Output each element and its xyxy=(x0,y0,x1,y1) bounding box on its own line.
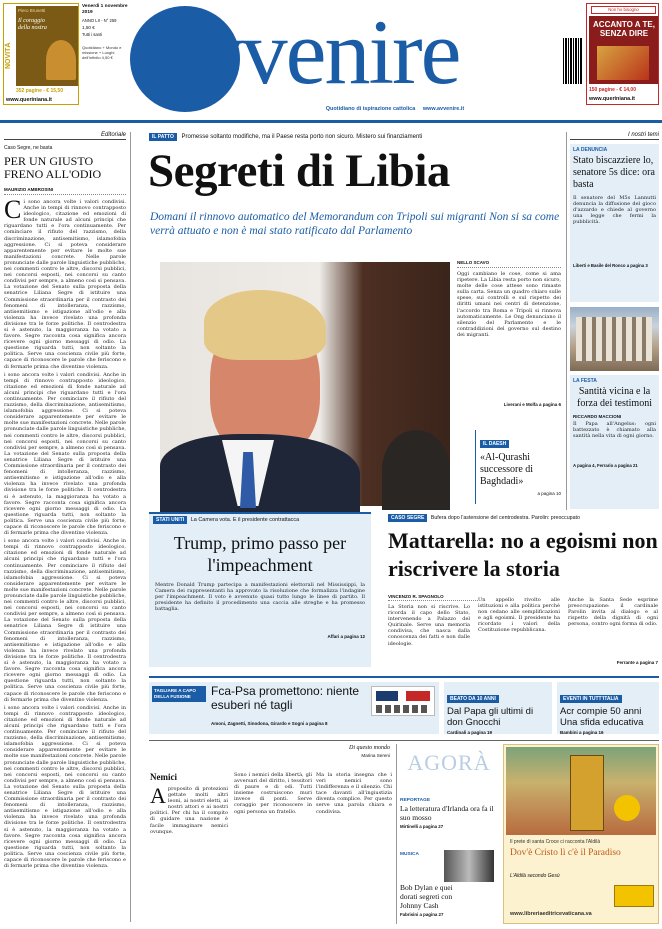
agora-item-1 xyxy=(400,798,498,829)
masthead-tagline-bar xyxy=(255,106,535,112)
ad-side-label: NOVITÀ xyxy=(5,42,12,69)
strip-box-acr xyxy=(557,682,659,734)
masthead-logo[interactable]: Avvenire xyxy=(140,1,460,103)
opinion-col-3: Ma la storia insegna che i veri nemici sono l'indifferenza e il silenzio. Chi tace davanti all'ingiustizia diventa complice. Per questo serve una parola chiara e condivisa. xyxy=(316,772,392,815)
lead-kicker: Promesse soltanto modifiche, ma il Paese resta porto non sicuro. Mistero sui finanziamenti xyxy=(181,134,423,140)
acr-jump: Bambini a pagina 16 xyxy=(560,730,604,735)
right-item-2-headline[interactable]: Santità vicina e la forza dei testimoni xyxy=(577,386,652,409)
brands-strip xyxy=(376,705,430,713)
barcode xyxy=(563,38,583,84)
right-item-photo xyxy=(570,307,659,371)
right-divider xyxy=(566,132,567,510)
gnocchi-headline[interactable]: Dal Papa gli ultimi di don Gnocchi xyxy=(447,706,534,728)
ad-url: www.libreriaeditricevaticana.va xyxy=(510,911,592,917)
isis-tag: IL DAESH xyxy=(480,440,509,448)
editorial-section-label: Editoriale xyxy=(4,132,126,140)
ad-small-text: Il prete di santa Croce ci racconta l'Aldilà xyxy=(510,839,601,845)
book-pages: 352 pagine - € 15,50 xyxy=(16,88,63,94)
editorial-kicker: Caso Segre, ne basta xyxy=(4,145,53,151)
lead-kicker-row xyxy=(149,133,561,141)
date-block xyxy=(82,4,128,104)
lead-headline[interactable]: Segreti di Libia xyxy=(148,145,450,197)
ad-fresco xyxy=(506,747,656,835)
bottom-rule xyxy=(149,740,659,741)
editorial-author: MAURIZIO AMBROSINI xyxy=(4,187,126,195)
opinion-headline[interactable]: Nemici xyxy=(150,772,177,782)
masthead xyxy=(0,0,662,122)
lead-jump[interactable]: Liverani e Molfa a pagina 6 xyxy=(503,402,561,407)
mattarella-col-3: Anche la Santa Sede esprime preoccupazione: il cardinale Parolin invita al dialogo e al rispetto della dignità di ogni persona, contro ogni forma di odio. xyxy=(568,597,658,628)
trump-story-box xyxy=(149,512,371,667)
mattarella-tag: CASO SEGRE xyxy=(388,514,427,522)
editorial-column xyxy=(4,132,126,922)
editorial-body-cont3: i sono ancora volte i valori condivisi. Anche in tempi di rinnovo contrapposto ideologico, citazione ed emozioni di fonde naturale ad alcuni principi che riguardano tutti e l'ora continuamente. Per cominciare il rifiuto del razzismo, della discriminazione, antisemitismo, islamofobia aggressione. Ci si poteva considerare apparentemente per evitare le molte sue manifestazioni concrete. Nelle parole pronunciate dalle parole linguistiche pubbliche, nei commenti contro le altre, discorsi pubblici, nei concorsi esposti, nei concorsi su canto condivisi per sempre, a almeno così si pensava. La votazione del Senato sulla proposta della senatrice Liliana Segre di istituire una Commissione straordinaria per il contrasto dei fenomeni di intolleranza, razzismo, antisemitismo e istigazione all'odio e alla violenza ha invece rivelato una profonda divisione tra le forze politiche. Il centrodestra si è astenuto, la maggioranza ha votato a favore. Segre racconta cosa significa ancora ricevere ogni giorno messaggi di odio. La questione riguarda tutti, non soltanto la politica. Serve una coscienza civile più forte, capace di riconoscere le parole che feriscono e di fermarle prima che diventino violenza. xyxy=(4,704,126,870)
acr-tag: EVENTI IN TUTT'ITALIA xyxy=(560,695,622,703)
agora-item-2-tag: MUSICA xyxy=(400,852,419,857)
masthead-rule xyxy=(0,120,662,123)
mattarella-kicker: Bufera dopo l'astensione del centrodestra. Parolin: preoccupato xyxy=(430,515,580,521)
fca-logo-mark xyxy=(376,691,398,701)
opinion-divider xyxy=(396,744,397,924)
trump-kicker-row xyxy=(149,514,371,526)
editorial-body: i sono ancora volte i valori condivisi. Anche in tempi di rinnovo contrapposto ideologico, citazione ed emozioni di fonde naturale ad alcuni principi che riguardano tutti e l'ora continuamente. Per cominciare il rifiuto del razzismo, della discriminazione, antisemitismo, islamofobia aggressione. Ci si poteva considerare apparentemente per evitare le molte sue manifestazioni concrete. Nelle parole pronunciate dalle parole linguistiche pubbliche, nei commenti contro le altre, discorsi pubblici, nei concorsi esposti, nei concorsi su canto condivisi per sempre, a almeno così si pensava. La votazione del Senato sulla proposta della senatrice Liliana Segre di istituire una Commissione straordinaria per il contrasto dei fenomeni di intolleranza, razzismo, antisemitismo e istigazione all'odio e alla violenza ha invece rivelato una profonda divisione tra le forze politiche. Il centrodestra si è astenuto, la maggioranza ha votato a favore. Segre racconta cosa significa ancora ricevere ogni giorno messaggi di odio. La questione riguarda tutti, non soltanto la politica. Serve una coscienza civile più forte, capace di riconoscere le parole che feriscono e di fermarle prima che diventino violenza. xyxy=(4,199,126,370)
right-ad-cover xyxy=(589,16,658,84)
right-item-2-body: Il Papa all'Angelus: ogni battezzato è chiamato alla santità nella vita di ogni giorno. xyxy=(573,421,656,440)
bottom-book-ad[interactable] xyxy=(503,744,659,924)
editorial-body-cont2: i sono ancora volte i valori condivisi. Anche in tempi di rinnovo contrapposto ideologico, citazione ed emozioni di fonde naturale ad alcuni principi che riguardano tutti e l'ora continuamente. Per cominciare il rifiuto del razzismo, della discriminazione, antisemitismo, islamofobia aggressione. Ci si poteva considerare apparentemente per evitare le molte sue manifestazioni concrete. Nelle parole pronunciate dalle parole linguistiche pubbliche, nei commenti contro le altre, discorsi pubblici, nei concorsi esposti, nei concorsi su canto condivisi per sempre, a almeno così si pensava. La votazione del Senato sulla proposta della senatrice Liliana Segre di istituire una Commissione straordinaria per il contrasto dei fenomeni di intolleranza, razzismo, antisemitismo e istigazione all'odio e alla violenza ha invece rivelato una profonda divisione tra le forze politiche. Il centrodestra si è astenuto, la maggioranza ha votato a favore. Segre racconta cosa significa ancora ricevere ogni giorno messaggi di odio. La questione riguarda tutti, non soltanto la politica. Serve una coscienza civile più forte, capace di riconoscere le parole che feriscono e di fermarle prima che diventino violenza. xyxy=(4,538,126,703)
ad-publisher-logo xyxy=(614,885,654,907)
issue-number: ANNO LII - N° 259 xyxy=(82,18,117,23)
photo-columns xyxy=(576,317,652,361)
masthead-website[interactable]: www.avvenire.it xyxy=(422,106,465,112)
photo-hair xyxy=(204,290,326,360)
left-divider xyxy=(130,132,131,922)
mattarella-kicker-row xyxy=(388,514,580,522)
editorial-body-cont: i sono ancora volte i valori condivisi. Anche in tempi di rinnovo contrapposto ideologico, citazione ed emozioni di fonde naturale ad alcuni principi che riguardano tutti e l'ora continuamente. Per cominciare il rifiuto del razzismo, della discriminazione, antisemitismo, islamofobia aggressione. Ci si poteva considerare apparentemente per evitare le molte sue manifestazioni concrete. Nelle parole pronunciate dalle parole linguistiche pubbliche, nei commenti contro le altre, discorsi pubblici, nei concorsi esposti, nei concorsi su canto condivisi per sempre, a almeno così si pensava. La votazione del Senato sulla proposta della senatrice Liliana Segre di istituire una Commissione straordinaria per il contrasto dei fenomeni di intolleranza, razzismo, antisemitismo e istigazione all'odio e alla violenza ha invece rivelato una profonda divisione tra le forze politiche. Il centrodestra si è astenuto, la maggioranza ha votato a favore. Segre racconta cosa significa ancora ricevere ogni giorno messaggi di odio. La questione riguarda tutti, non soltanto la politica. Serve una coscienza civile più forte, capace di riconoscere le parole che feriscono e di fermarle prima che diventino violenza. xyxy=(4,371,126,537)
right-item-1 xyxy=(570,144,659,302)
offer-note: Quotidiano + Mondo e missione + Luoghi dell'infinito 4,50 € xyxy=(82,45,122,60)
ad-sub: L'Aldilà secondo Gesù xyxy=(510,873,560,879)
right-item-2-jump[interactable]: A pagina 4, Ferrario a pagina 21 xyxy=(573,463,638,468)
isis-jump: a pagina 10 xyxy=(537,491,561,496)
opinion-author: Marina Sereni xyxy=(361,753,390,758)
book-art xyxy=(46,40,76,80)
agora-item-1-tag: REPORTAGE xyxy=(400,798,431,803)
right-item-1-tag: LA DENUNCIA xyxy=(573,147,608,153)
lead-tag: IL PATTO xyxy=(149,133,177,141)
right-ad-url: www.queriniana.it xyxy=(589,96,635,102)
right-ad-pages: 150 pagine - € 14,00 xyxy=(589,87,636,93)
ad-book-cover xyxy=(570,755,604,831)
trump-photo[interactable] xyxy=(160,262,450,506)
editorial-dropcap: C xyxy=(4,195,22,224)
agora-logo[interactable]: AGORÀ xyxy=(407,750,491,775)
right-ad-title: ACCANTO A TE, SENZA DIRE xyxy=(593,20,655,38)
agora-item-1-headline[interactable]: La letteratura d'Irlanda ora fa il suo mosso xyxy=(400,804,494,822)
mattarella-headline[interactable]: Mattarella: no a egoismi non riscrivere la storia xyxy=(388,528,658,581)
strip-box-fca xyxy=(149,682,439,734)
book-publisher: Piero Brunetti xyxy=(18,8,46,13)
isis-quote[interactable]: «Al-Qurashi successore di Baghdadi» xyxy=(480,452,534,487)
right-item-2 xyxy=(570,375,659,509)
agora-box xyxy=(400,744,498,924)
acr-headline[interactable]: Acr compie 50 anni Una sfida educativa xyxy=(560,706,644,728)
mattarella-col-1: La Storia non si riscrive. Lo ricorda il capo dello Stato, intervenendo a Palazzo del Quirinale. Serve una memoria condivisa, che nasca dalla conoscenza dei fatti e non dalle ideologie. xyxy=(388,604,470,647)
agora-item-1-jump: Mirtinelli a pagina 27 xyxy=(400,824,444,829)
trump-headline[interactable]: Trump, primo passo per l'impeachment xyxy=(173,533,347,575)
trump-kicker: La Camera vota. E il presidente contrattacca xyxy=(190,517,300,523)
agora-item-2-headline[interactable]: Bob Dylan e quei dorati segreti con Johnny Cash xyxy=(400,883,453,910)
issue-price: 1,50 € xyxy=(82,25,95,30)
lead-subhead: Domani il rinnovo automatico del Memorandum con Tripoli sui migranti Non si sa come verrà attuato e non è mai stato ratificato dal Parlamento xyxy=(150,211,560,237)
right-column xyxy=(570,132,659,510)
right-ad-art xyxy=(597,46,649,80)
lead-text-column xyxy=(457,260,561,420)
trump-body: Mentre Donald Trump partecipa a manifestazioni elettorali nel Mississippi, la Camera dei rappresentanti ha approvato la risoluzione che formalizza l'indagine per l'impeachment. Il voto è avvenuto quasi tutto lungo le linee di partito. Il presidente ha definito il procedimento una caccia alle streghe e ha promesso battaglia. xyxy=(155,582,365,613)
fca-headline[interactable]: Fca-Psa promettono: niente esuberi né tagli xyxy=(211,684,360,712)
strip-box-gnocchi xyxy=(444,682,552,734)
right-item-1-jump[interactable]: Liberti e Basile del Ronco a pagina 3 xyxy=(573,263,648,268)
opinion-col-1 xyxy=(150,783,228,921)
opinion-col-2: Sono i nemici della libertà, gli avversari del diritto, i tessitori di paure e di odi. Tutti insieme costruiscono muri invece di ponti. Serve coraggio per riconoscere in ogni persona un fratello. xyxy=(234,772,312,815)
editorial-headline[interactable]: PER UN GIUSTO FRENO ALL'ODIO xyxy=(4,154,102,181)
right-item-2-author: RICCARDO MACCIONI xyxy=(573,414,622,419)
issue-date: Venerdì 1 novembre 2019 xyxy=(82,4,128,15)
opinion-section: Di questo mondo xyxy=(349,745,390,751)
tagline: Quotidiano di ispirazione cattolica xyxy=(325,106,416,112)
left-book-ad[interactable] xyxy=(3,3,79,105)
mattarella-col-2: Un appello rivolto alle istituzioni e alla politica perché non cedano alle semplificazioni e agli egoismi. Il presidente ha ricordato i valori della Costituzione repubblicana. xyxy=(478,597,560,634)
mattarella-jump[interactable]: Ferrante a pagina 7 xyxy=(616,660,658,665)
strip-rule xyxy=(149,676,659,678)
gnocchi-tag: BEATO DA 10 ANNI xyxy=(447,695,499,703)
ad-headline: Dov'è Cristo lì c'è il Paradiso xyxy=(510,848,621,858)
lead-byline: NELLO SCAVO xyxy=(457,260,561,268)
photo-figure xyxy=(382,430,450,510)
psa-logo-mark xyxy=(406,691,430,701)
trump-tag: STATI UNITI xyxy=(153,516,187,524)
book-title: Il coraggio della nostra xyxy=(18,18,47,31)
gnocchi-jump: Cardinali a pagina 19 xyxy=(447,730,493,735)
fca-names: Amoni, Zagnetti, Sinodona, Girardo e Sogni a pagina 8 xyxy=(211,721,328,726)
holiday-note: Tutti i santi xyxy=(82,32,103,37)
fca-logos xyxy=(371,686,435,716)
ad-badge xyxy=(614,795,640,821)
book-cover xyxy=(16,6,78,86)
opinion-col-1-text: proposito di protezioni gettate molti altri leoni, ai nostri eletti, ai nostri attori e ai nostri politici. Per chi ha il compito di guidare una nazione è facile immaginare nemici ovunque. xyxy=(150,786,228,835)
editorial-body-wrap xyxy=(4,195,126,924)
book-url: www.queriniana.it xyxy=(6,97,52,103)
isis-box xyxy=(475,430,561,504)
fca-tag: TAGLIARE A CAPO DELLA FUSIONE xyxy=(152,686,206,702)
opinion-dropcap: A xyxy=(150,783,166,808)
right-item-2-tag: LA FESTA xyxy=(573,378,597,384)
right-item-1-body: Il senatore del M5s Lannutti denuncia la diffusione del gioco d'azzardo e chiede al governo una legge che fermi la pubblicità. xyxy=(573,195,656,226)
right-item-1-headline[interactable]: Stato biscazziere lo, senatore 5s dice: ora basta xyxy=(573,155,655,190)
agora-item-2 xyxy=(400,852,498,917)
agora-item-2-jump: Fabrisini a pagina 27 xyxy=(400,912,444,917)
right-section-label: I nostri temi xyxy=(570,132,659,140)
lead-body: Oggi cambiano le cose, come si ama ripetere. La Libia resta porto non sicuro, molte delle cose attese sono rimaste sulla carta. Senza un quadro chiaro sulle spese, sui controlli e sul rispetto dei diritti umani nei centri di detenzione, l'accordo tra Roma e Tripoli si rinnova automaticamente. Le Ong denunciano il silenzio del Parlamento e le contraddizioni del governo sul destino dei migranti. xyxy=(457,271,561,338)
right-ad-top: Non ho bisogno xyxy=(591,6,656,14)
trump-jump[interactable]: Affari a pagina 12 xyxy=(327,634,365,639)
mattarella-byline: VINCENZO R. SPAGNOLO xyxy=(388,594,478,601)
right-book-ad[interactable] xyxy=(586,3,659,105)
